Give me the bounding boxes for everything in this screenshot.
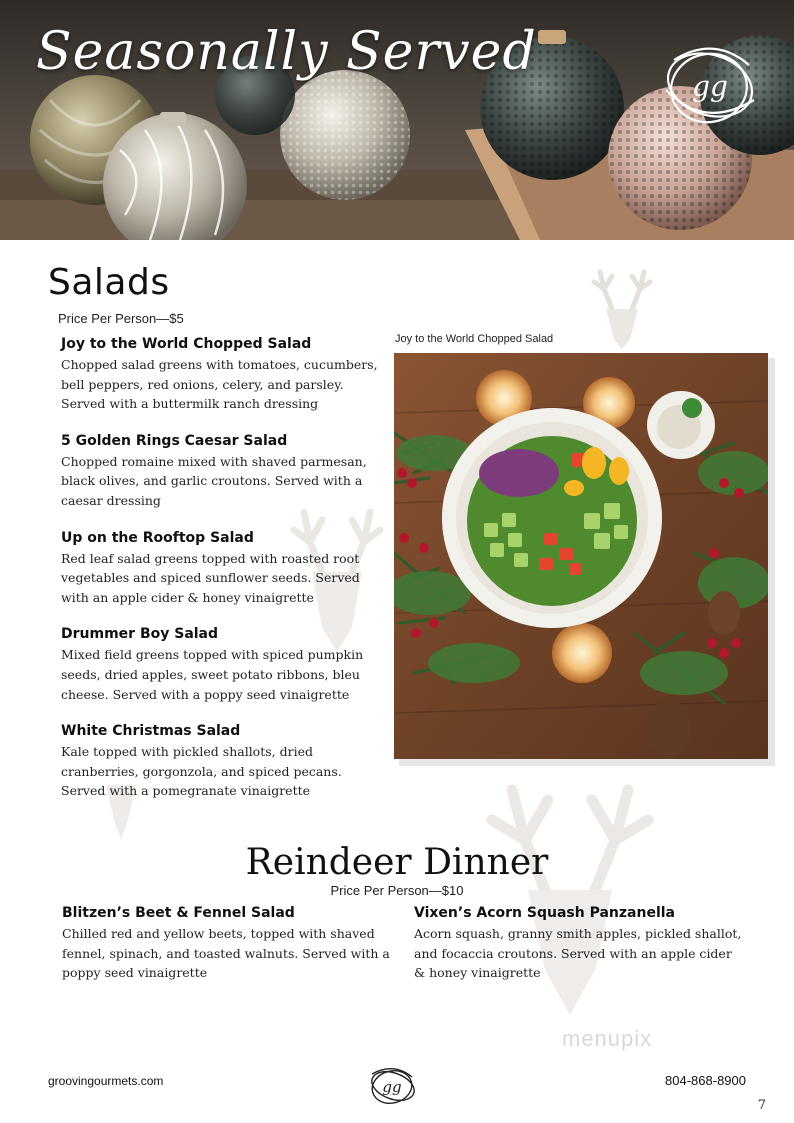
- menu-item-name: Vixen’s Acorn Squash Panzanella: [414, 905, 675, 921]
- banner-title: Seasonally Served: [36, 22, 537, 82]
- menu-item-name: White Christmas Salad: [61, 723, 241, 740]
- dinner-title: Reindeer Dinner: [245, 842, 549, 883]
- menu-item-name: Blitzen’s Beet & Fennel Salad: [62, 905, 295, 921]
- menu-item-description: Chopped salad greens with tomatoes, cucumbers, bell peppers, red onions, celery, and parsley. Served with a buttermilk ranch dressing: [61, 357, 378, 412]
- header-banner: [0, 0, 794, 240]
- menu-item-name: 5 Golden Rings Caesar Salad: [61, 432, 288, 449]
- menu-item: [62, 905, 392, 983]
- gg-logo: [654, 30, 764, 140]
- menu-item-description: Red leaf salad greens topped with roasted root vegetables and spiced sunflower seeds. Served with an apple cider & honey vinaigrette: [61, 550, 360, 605]
- menu-item-name: Joy to the World Chopped Salad: [61, 336, 312, 352]
- menu-item: [61, 336, 381, 414]
- salads-list: [61, 336, 381, 820]
- menu-item: [61, 723, 381, 801]
- salad-photo: [394, 353, 768, 759]
- watermark-text: menupix: [562, 1026, 653, 1051]
- logo-text: gg: [382, 1078, 402, 1096]
- page-number: 7: [757, 1098, 766, 1113]
- menu-item-description: Acorn squash, granny smith apples, pickled shallot, and focaccia croutons. Served with an apple cider & honey vinaigrette: [414, 926, 742, 981]
- salads-title: Salads: [48, 262, 170, 303]
- menu-item-description: Chopped romaine mixed with shaved parmesan, black olives, and garlic croutons. Served with a caesar dressing: [61, 453, 367, 508]
- menu-item-name: Drummer Boy Salad: [61, 626, 219, 643]
- footer-website[interactable]: groovingourmets.com: [48, 1074, 164, 1088]
- photo-caption: Joy to the World Chopped Salad: [395, 333, 554, 345]
- deer-watermark-icon: [582, 264, 662, 354]
- dinner-price: Price Per Person—$10: [330, 883, 464, 898]
- footer-phone[interactable]: 804-868-8900: [665, 1073, 746, 1088]
- deer-watermark-icon: [470, 770, 670, 1030]
- menu-item: [61, 433, 381, 511]
- gg-logo: [366, 1062, 418, 1110]
- logo-text: gg: [692, 70, 728, 103]
- menu-item-description: Kale topped with pickled shallots, dried cranberries, gorgonzola, and spiced pecans. Served with a pomegranate vinaigrette: [61, 744, 342, 799]
- menu-item-description: Chilled red and yellow beets, topped with shaved fennel, spinach, and toasted walnuts. Served with a poppy seed vinaigrette: [62, 926, 390, 981]
- salads-price: Price Per Person—$5: [58, 311, 184, 326]
- menu-item: [414, 905, 744, 983]
- menu-item: [61, 530, 381, 608]
- menu-item-name: Up on the Rooftop Salad: [61, 529, 254, 546]
- salad-photo-image: [394, 353, 768, 759]
- menu-item-description: Mixed field greens topped with spiced pumpkin seeds, dried apples, sweet potato ribbons, bleu cheese. Served with a poppy seed vinaigrette: [61, 647, 364, 702]
- menu-item: [61, 626, 381, 704]
